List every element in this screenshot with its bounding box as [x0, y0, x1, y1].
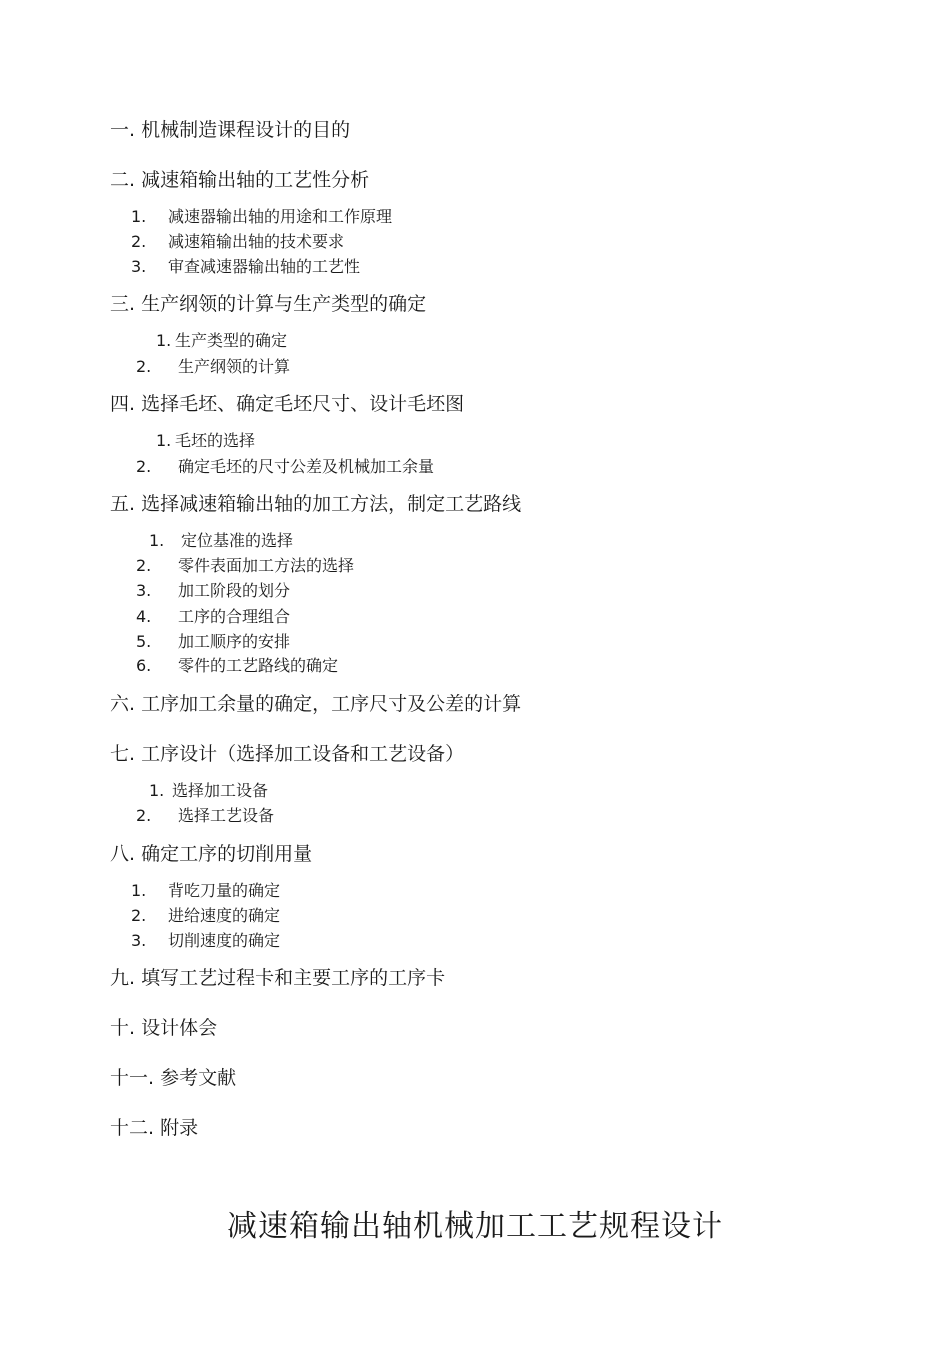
toc-item: [131, 933, 280, 949]
toc-item-label: 零件表面加工方法的选择: [178, 556, 355, 575]
toc-item-number: 1.: [149, 781, 165, 800]
toc-item-label: 进给速度的确定: [168, 906, 281, 925]
toc-item-number: 2.: [131, 906, 147, 925]
toc-item-number: 2.: [136, 457, 152, 476]
toc-heading-10: 十. 设计体会: [110, 1017, 218, 1039]
toc-item-number: 3.: [131, 257, 147, 276]
toc-item-label: 选择加工设备: [172, 781, 269, 800]
toc-item: [136, 583, 290, 599]
toc-item-number: 1.: [149, 531, 165, 550]
toc-item-number: 2.: [136, 806, 152, 825]
toc-item: [131, 209, 392, 225]
toc-item: [136, 359, 290, 375]
toc-item-label: 背吃刀量的确定: [168, 881, 281, 900]
toc-item: [131, 234, 344, 250]
toc-item-label: 零件的工艺路线的确定: [178, 656, 339, 675]
toc-item: [136, 808, 274, 824]
toc-item: [136, 558, 354, 574]
toc-item: [136, 658, 338, 674]
toc-item-label: 生产类型的确定: [175, 331, 288, 350]
toc-heading-2: 二. 减速箱输出轴的工艺性分析: [110, 169, 370, 191]
toc-heading-12: 十二. 附录: [110, 1117, 199, 1139]
toc-item-number: 2.: [136, 357, 152, 376]
toc-item: [136, 459, 434, 475]
toc-heading-1: 一. 机械制造课程设计的目的: [110, 119, 351, 141]
toc-item-number: 1.: [156, 431, 172, 450]
toc-item-number: 1.: [156, 331, 172, 350]
toc-item-number: 1.: [131, 207, 147, 226]
toc-item: [136, 609, 290, 625]
toc-item-label: 确定毛坯的尺寸公差及机械加工余量: [178, 457, 435, 476]
toc-item-label: 生产纲领的计算: [178, 357, 291, 376]
toc-item-number: 5.: [136, 632, 152, 651]
toc-heading-9: 九. 填写工艺过程卡和主要工序的工序卡: [110, 967, 446, 989]
toc-item: [156, 433, 255, 449]
toc-item-number: 6.: [136, 656, 152, 675]
toc-item-number: 3.: [131, 931, 147, 950]
toc-item-label: 切削速度的确定: [168, 931, 281, 950]
toc-item-number: 2.: [136, 556, 152, 575]
toc-item-label: 加工顺序的安排: [178, 632, 291, 651]
toc-heading-5: 五. 选择减速箱输出轴的加工方法，制定工艺路线: [110, 493, 522, 515]
toc-heading-4: 四. 选择毛坯、确定毛坯尺寸、设计毛坯图: [110, 393, 465, 415]
toc-item: [149, 783, 268, 799]
toc-item-label: 减速箱输出轴的技术要求: [168, 232, 345, 251]
toc-item: [131, 883, 280, 899]
toc-heading-6: 六. 工序加工余量的确定，工序尺寸及公差的计算: [110, 693, 522, 715]
toc-item-number: 4.: [136, 607, 152, 626]
toc-item: [131, 259, 360, 275]
toc-heading-11: 十一. 参考文献: [110, 1067, 237, 1089]
toc-item-label: 减速器输出轴的用途和工作原理: [168, 207, 393, 226]
toc-heading-8: 八. 确定工序的切削用量: [110, 843, 313, 865]
toc-item: [136, 634, 290, 650]
toc-item-label: 定位基准的选择: [181, 531, 294, 550]
toc-item-number: 1.: [131, 881, 147, 900]
toc-item-label: 选择工艺设备: [178, 806, 275, 825]
toc-item-label: 毛坯的选择: [175, 431, 256, 450]
toc-item: [156, 333, 287, 349]
toc-item: [131, 908, 280, 924]
toc-heading-7: 七. 工序设计（选择加工设备和工艺设备）: [110, 743, 465, 765]
toc-item-label: 工序的合理组合: [178, 607, 291, 626]
toc-item-label: 审查减速器输出轴的工艺性: [168, 257, 361, 276]
toc-item: [149, 533, 293, 549]
toc-item-number: 3.: [136, 581, 152, 600]
toc-item-label: 加工阶段的划分: [178, 581, 291, 600]
document-title: 减速箱输出轴机械加工工艺规程设计: [227, 1209, 723, 1244]
toc-heading-3: 三. 生产纲领的计算与生产类型的确定: [110, 293, 427, 315]
toc-item-number: 2.: [131, 232, 147, 251]
